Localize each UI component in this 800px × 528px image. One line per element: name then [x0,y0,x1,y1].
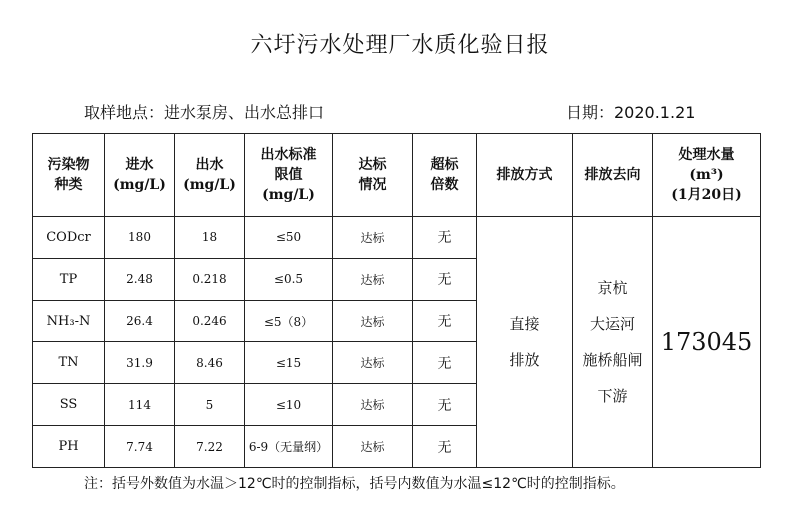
cell-status: 达标 [333,342,413,384]
cell-exceed: 无 [413,300,477,342]
sampling-location: 取样地点：进水泵房、出水总排口 [84,103,325,122]
cell-exceed: 无 [413,342,477,384]
cell-exceed: 无 [413,384,477,426]
cell-effluent: 18 [175,217,245,259]
cell-pollutant: NH₃-N [33,300,105,342]
cell-pollutant: TN [33,342,105,384]
report-title: 六圩污水处理厂水质化验日报 [250,33,550,58]
cell-discharge-dest: 京杭 大运河 施桥船闸 下游 [573,217,653,468]
header-treat-volume: 处理水量 (m³) (1月20日) [653,134,761,217]
cell-effluent: 0.246 [175,300,245,342]
cell-status: 达标 [333,258,413,300]
cell-treat-volume: 173045 [653,217,761,468]
cell-influent: 7.74 [105,426,175,468]
cell-status: 达标 [333,217,413,259]
cell-limit: ≤10 [245,384,333,426]
header-limit: 出水标准 限值 (mg/L) [245,134,333,217]
cell-limit: ≤0.5 [245,258,333,300]
cell-pollutant: CODcr [33,217,105,259]
cell-influent: 26.4 [105,300,175,342]
cell-limit: ≤50 [245,217,333,259]
water-quality-table [32,133,761,468]
cell-influent: 2.48 [105,258,175,300]
cell-discharge-method: 直接 排放 [477,217,573,468]
cell-effluent: 5 [175,384,245,426]
cell-status: 达标 [333,426,413,468]
cell-exceed: 无 [413,426,477,468]
header-discharge-method: 排放方式 [477,134,573,217]
header-pollutant: 污染物 种类 [33,134,105,217]
header-discharge-dest: 排放去向 [573,134,653,217]
header-influent: 进水 (mg/L) [105,134,175,217]
table-row [33,217,761,259]
header-exceed: 超标 倍数 [413,134,477,217]
cell-exceed: 无 [413,258,477,300]
header-row [33,134,761,217]
cell-status: 达标 [333,300,413,342]
report-date: 日期：2020.1.21 [566,103,696,122]
header-effluent: 出水 (mg/L) [175,134,245,217]
cell-status: 达标 [333,384,413,426]
cell-limit: ≤15 [245,342,333,384]
cell-exceed: 无 [413,217,477,259]
cell-effluent: 8.46 [175,342,245,384]
cell-limit: ≤5（8） [245,300,333,342]
footnote: 注：括号外数值为水温＞12℃时的控制指标，括号内数值为水温≤12℃时的控制指标。 [84,476,625,492]
cell-influent: 114 [105,384,175,426]
cell-pollutant: TP [33,258,105,300]
header-status: 达标 情况 [333,134,413,217]
cell-effluent: 0.218 [175,258,245,300]
cell-pollutant: PH [33,426,105,468]
cell-limit: 6-9（无量纲） [245,426,333,468]
cell-influent: 180 [105,217,175,259]
cell-influent: 31.9 [105,342,175,384]
cell-pollutant: SS [33,384,105,426]
cell-effluent: 7.22 [175,426,245,468]
